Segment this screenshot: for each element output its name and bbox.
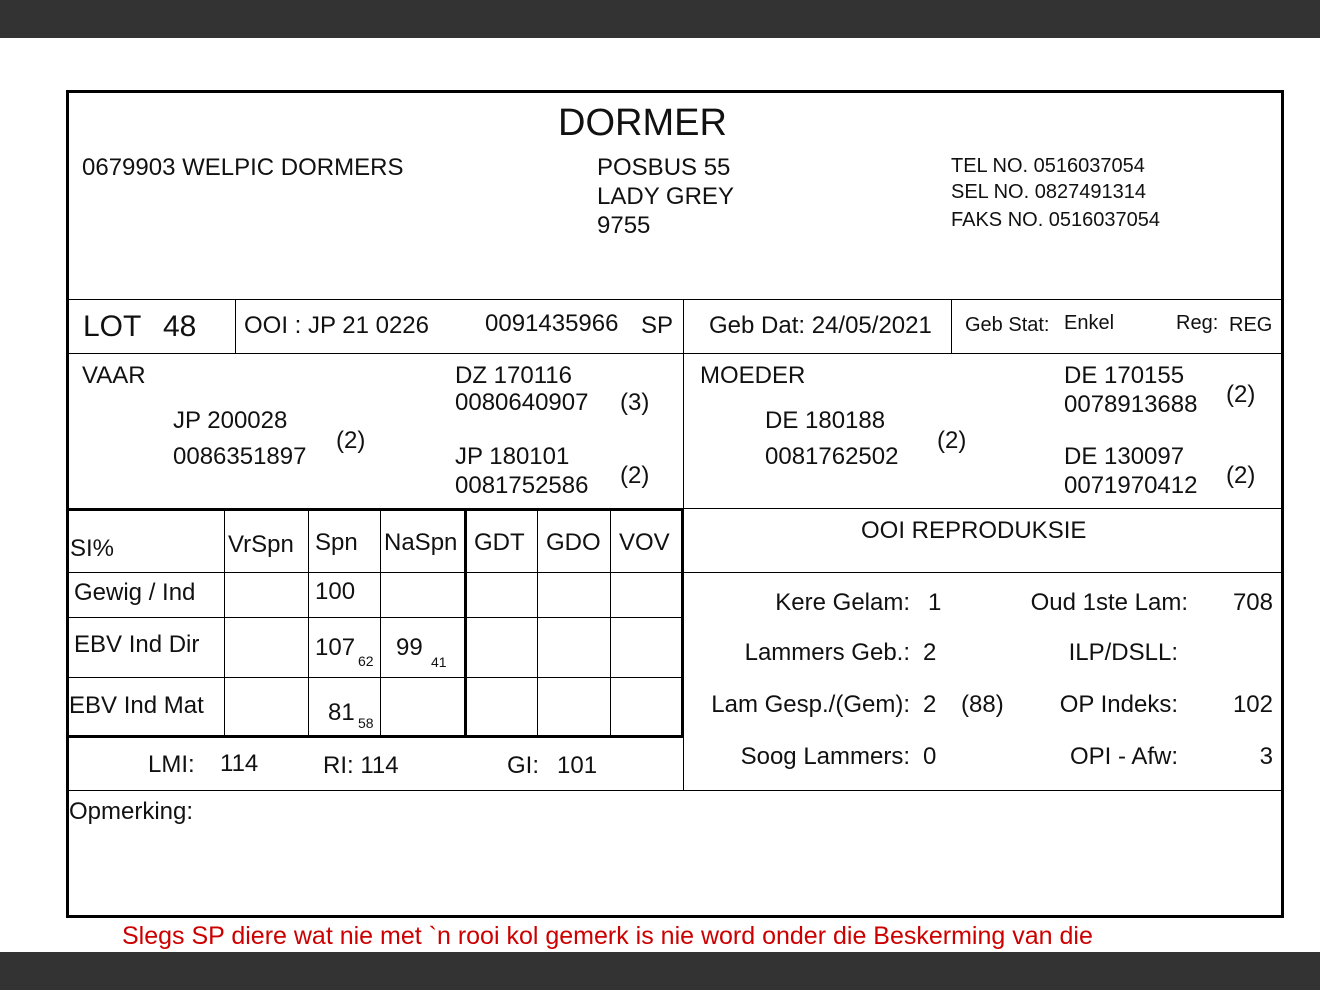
geb-stat-value: Enkel xyxy=(1064,312,1115,334)
moeder-label: MOEDER xyxy=(700,362,806,389)
breed-title: DORMER xyxy=(558,102,727,144)
op-index-label: OP Indeks: xyxy=(1059,691,1178,718)
header-vov: VOV xyxy=(619,529,670,556)
ri-index: RI: 114 xyxy=(323,752,399,779)
moeder-dam-count: (2) xyxy=(1226,462,1256,489)
ebv-mat-spn-value: 81 xyxy=(328,699,355,726)
address-line-3: 9755 xyxy=(597,212,651,239)
protection-notice: Slegs SP diere wat nie met `n rooi kol gemerk is nie word onder die Beskerming van die xyxy=(122,922,1093,950)
ilp-label: ILP/DSLL: xyxy=(1068,639,1178,666)
op-index-value: 102 xyxy=(1232,691,1273,718)
ebv-mat-spn-accuracy: 58 xyxy=(358,715,374,731)
moeder-sire-count: (2) xyxy=(1226,381,1256,408)
birth-date: Geb Dat: 24/05/2021 xyxy=(709,312,932,339)
vaar-sire-id: DZ 170116 xyxy=(455,362,572,389)
lammers-value: 2 xyxy=(923,639,937,666)
address-line-2: LADY GREY xyxy=(597,183,734,210)
header-si: SI% xyxy=(70,535,115,562)
vaar-sire-number: 0080640907 xyxy=(455,389,589,416)
header-gdo: GDO xyxy=(546,529,601,556)
ooi-id: OOI : JP 21 0226 xyxy=(244,312,430,339)
header-naspn: NaSpn xyxy=(384,529,458,556)
moeder-dam-number: 0071970412 xyxy=(1064,472,1198,499)
vaar-sire-count: (3) xyxy=(620,389,650,416)
vaar-number: 0086351897 xyxy=(173,443,307,470)
ebv-dir-naspn-accuracy: 41 xyxy=(431,654,447,670)
remark-label: Opmerking: xyxy=(69,798,194,825)
moeder-dam-id: DE 130097 xyxy=(1064,443,1185,470)
vaar-id: JP 200028 xyxy=(173,407,288,434)
ebv-dir-spn-value: 107 xyxy=(315,634,356,661)
row-label-ebv-mat: EBV Ind Mat xyxy=(69,692,204,719)
lot-number: 48 xyxy=(163,310,197,343)
breeder-name: 0679903 WELPIC DORMERS xyxy=(82,154,404,181)
oud-value: 708 xyxy=(1232,589,1273,616)
gi-value: 101 xyxy=(557,752,598,779)
reg-value: REG xyxy=(1229,314,1273,336)
oud-label: Oud 1ste Lam: xyxy=(1030,589,1188,616)
vaar-label: VAAR xyxy=(82,362,146,389)
geb-stat-label: Geb Stat: xyxy=(965,314,1050,336)
vaar-dam-count: (2) xyxy=(620,462,650,489)
row-label-gewig: Gewig / Ind xyxy=(74,579,196,606)
repro-title: OOI REPRODUKSIE xyxy=(861,517,1087,544)
moeder-sire-number: 0078913688 xyxy=(1064,391,1198,418)
opi-label: OPI - Afw: xyxy=(1069,743,1178,770)
soog-value: 0 xyxy=(923,743,937,770)
vaar-count: (2) xyxy=(336,427,366,454)
ooi-reg-number: 0091435966 xyxy=(485,310,619,337)
sp-marker: SP xyxy=(641,312,674,339)
reg-label: Reg: xyxy=(1176,312,1219,334)
address-line-1: POSBUS 55 xyxy=(597,154,731,181)
gewig-spn-value: 100 xyxy=(315,578,356,605)
contact-faks: FAKS NO. 0516037054 xyxy=(951,209,1161,231)
header-gdt: GDT xyxy=(474,529,525,556)
lam-gesp-gem: (88) xyxy=(961,691,1004,718)
lam-gesp-value: 2 xyxy=(923,691,937,718)
moeder-number: 0081762502 xyxy=(765,443,899,470)
moeder-count: (2) xyxy=(937,427,967,454)
opi-value: 3 xyxy=(1259,743,1273,770)
header-vrspn: VrSpn xyxy=(228,531,294,558)
lmi-label: LMI: xyxy=(148,751,195,778)
ebv-dir-spn-accuracy: 62 xyxy=(358,653,374,669)
vaar-dam-number: 0081752586 xyxy=(455,472,589,499)
top-bar xyxy=(0,0,1320,38)
contact-tel: TEL NO. 0516037054 xyxy=(951,155,1145,177)
lmi-value: 114 xyxy=(220,750,259,777)
gi-label: GI: xyxy=(507,752,540,779)
kere-value: 1 xyxy=(928,589,942,616)
row-label-ebv-dir: EBV Ind Dir xyxy=(74,631,200,658)
lot-label: LOT xyxy=(83,310,142,343)
lam-gesp-label: Lam Gesp./(Gem): xyxy=(711,691,910,718)
bottom-bar xyxy=(0,952,1320,990)
contact-sel: SEL NO. 0827491314 xyxy=(951,181,1146,203)
ebv-dir-naspn-value: 99 xyxy=(396,634,423,661)
soog-label: Soog Lammers: xyxy=(740,743,910,770)
header-spn: Spn xyxy=(315,529,358,556)
vaar-dam-id: JP 180101 xyxy=(455,443,570,470)
kere-label: Kere Gelam: xyxy=(775,589,910,616)
moeder-sire-id: DE 170155 xyxy=(1064,362,1185,389)
moeder-id: DE 180188 xyxy=(765,407,886,434)
lammers-label: Lammers Geb.: xyxy=(744,639,910,666)
